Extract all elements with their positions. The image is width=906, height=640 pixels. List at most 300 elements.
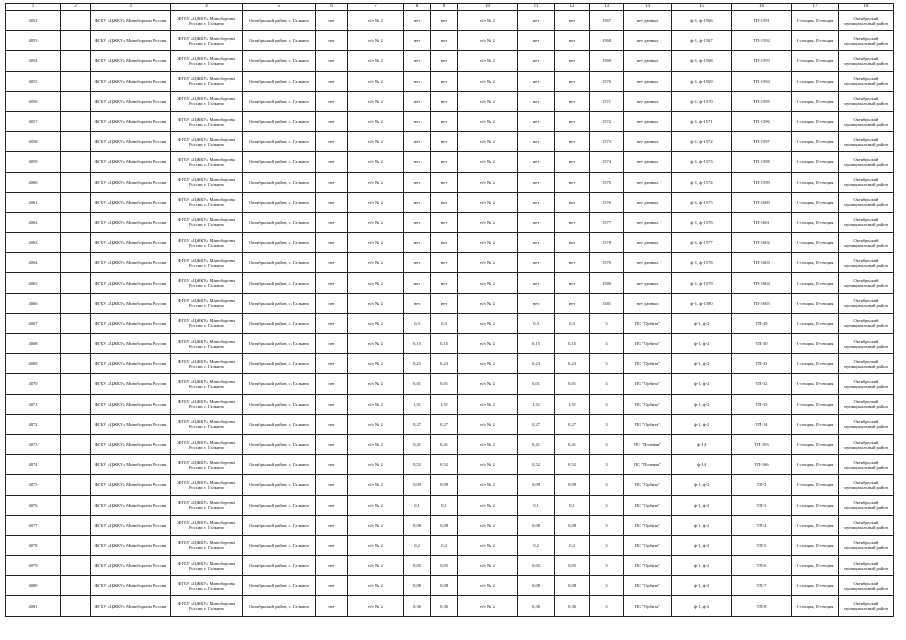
cell-col-17: 1-секция, II-секция — [792, 91, 839, 111]
cell-col-11: 0,52 — [518, 455, 555, 475]
cell-col-1: 4064 — [6, 253, 61, 273]
cell-col-2 — [61, 293, 91, 313]
cell-col-8: нет — [404, 293, 431, 313]
cell-col-1: 4054 — [6, 51, 61, 71]
table-row — [6, 253, 894, 273]
cell-col-12: нет — [555, 273, 590, 293]
cell-col-11: 0,36 — [518, 596, 555, 616]
cell-col-18: Октябрьский муниципальный район — [839, 596, 894, 616]
cell-col-18: Октябрьский муниципальный район — [839, 374, 894, 394]
cell-col-4: ФГБУ «ЦЖКУ» Минобороны России с. Галкино — [171, 434, 243, 454]
cell-col-1: 4073 — [6, 434, 61, 454]
cell-col-8: нет — [404, 192, 431, 212]
cell-col-18: Октябрьский муниципальный район — [839, 253, 894, 273]
cell-col-14: ПС "Орбита" — [624, 596, 672, 616]
cell-col-15: ф-1, ф-1579 — [672, 273, 732, 293]
cell-col-6: нет — [316, 31, 348, 51]
cell-col-12: нет — [555, 152, 590, 172]
cell-col-5: Октябрьский район, с. Галкино — [243, 394, 316, 414]
cell-col-15: ф-1, ф-2 — [672, 414, 732, 434]
cell-col-3: ФГБУ «ЦЖКУ» Минобороны России — [91, 495, 171, 515]
cell-col-17: 1-секция, II-секция — [792, 596, 839, 616]
cell-col-16: ТП-1602 — [732, 233, 792, 253]
cell-col-7: н/т № 2 — [348, 354, 404, 374]
cell-col-10: н/т № 2 — [458, 71, 518, 91]
cell-col-11: нет — [518, 11, 555, 31]
cell-col-4: ФГБУ «ЦЖКУ» Минобороны России с. Галкино — [171, 354, 243, 374]
cell-col-2 — [61, 414, 91, 434]
cell-col-14: ПС "Полевая" — [624, 455, 672, 475]
cell-col-6: нет — [316, 172, 348, 192]
cell-col-11: нет — [518, 273, 555, 293]
cell-col-5: Октябрьский район, с. Галкино — [243, 132, 316, 152]
table-row — [6, 293, 894, 313]
cell-col-3: ФГБУ «ЦЖКУ» Минобороны России — [91, 535, 171, 555]
cell-col-9: 0,09 — [431, 475, 458, 495]
cell-col-13: 1573 — [590, 132, 624, 152]
cell-col-4: ФГБУ «ЦЖКУ» Минобороны России с. Галкино — [171, 91, 243, 111]
cell-col-5: Октябрьский район, с. Галкино — [243, 535, 316, 555]
table-row — [6, 31, 894, 51]
cell-col-9: 0,2 — [431, 535, 458, 555]
cell-col-4: ФГБУ «ЦЖКУ» Минобороны России с. Галкино — [171, 495, 243, 515]
cell-col-4: ФГБУ «ЦЖКУ» Минобороны России с. Галкино — [171, 172, 243, 192]
cell-col-12: нет — [555, 11, 590, 31]
cell-col-17: 1-секция, II-секция — [792, 132, 839, 152]
cell-col-5: Октябрьский район, с. Галкино — [243, 596, 316, 616]
cell-col-6: нет — [316, 515, 348, 535]
cell-col-15: ф-1, ф-1577 — [672, 233, 732, 253]
cell-col-16: ТП-14 — [732, 414, 792, 434]
cell-col-10: н/т № 2 — [458, 273, 518, 293]
cell-col-3: ФГБУ «ЦЖКУ» Минобороны России — [91, 434, 171, 454]
cell-col-13: 3 — [590, 374, 624, 394]
cell-col-17: 1-секция, II-секция — [792, 11, 839, 31]
cell-col-14: нет данных — [624, 192, 672, 212]
cell-col-13: 3 — [590, 455, 624, 475]
cell-col-14: нет данных — [624, 233, 672, 253]
cell-col-2 — [61, 313, 91, 333]
cell-col-6: нет — [316, 596, 348, 616]
cell-col-15: ф-1, ф-1569 — [672, 71, 732, 91]
cell-col-5: Октябрьский район, с. Галкино — [243, 576, 316, 596]
cell-col-15: ф-1, ф-2 — [672, 394, 732, 414]
cell-col-1: 4071 — [6, 394, 61, 414]
cell-col-12: 0,09 — [555, 475, 590, 495]
cell-col-5: Октябрьский район, с. Галкино — [243, 434, 316, 454]
cell-col-17: 1-секция, II-секция — [792, 111, 839, 131]
cell-col-6: нет — [316, 51, 348, 71]
cell-col-16: ТП-31 — [732, 354, 792, 374]
cell-col-18: Октябрьский муниципальный район — [839, 334, 894, 354]
cell-col-13: 3 — [590, 596, 624, 616]
cell-col-15: ф-1, ф-2 — [672, 596, 732, 616]
cell-col-12: 0,15 — [555, 334, 590, 354]
cell-col-3: ФГБУ «ЦЖКУ» Минобороны России — [91, 576, 171, 596]
column-number-17: 17 — [792, 4, 839, 11]
cell-col-15: ф-1, ф-1573 — [672, 152, 732, 172]
cell-col-17: 1-секция, II-секция — [792, 71, 839, 91]
cell-col-1: 4069 — [6, 354, 61, 374]
cell-col-16: ТП-1593 — [732, 51, 792, 71]
cell-col-18: Октябрьский муниципальный район — [839, 434, 894, 454]
cell-col-1: 4059 — [6, 152, 61, 172]
cell-col-13: 3 — [590, 576, 624, 596]
cell-col-16: ТП-1596 — [732, 111, 792, 131]
cell-col-10: н/т № 2 — [458, 334, 518, 354]
cell-col-18: Октябрьский муниципальный район — [839, 31, 894, 51]
cell-col-13: 3 — [590, 334, 624, 354]
cell-col-7: н/т № 2 — [348, 31, 404, 51]
cell-col-8: нет — [404, 71, 431, 91]
column-number-6: 6 — [316, 4, 348, 11]
cell-col-4: ФГБУ «ЦЖКУ» Минобороны России с. Галкино — [171, 394, 243, 414]
cell-col-18: Октябрьский муниципальный район — [839, 273, 894, 293]
cell-col-1: 4070 — [6, 374, 61, 394]
cell-col-3: ФГБУ «ЦЖКУ» Минобороны России — [91, 132, 171, 152]
cell-col-8: 0,08 — [404, 576, 431, 596]
cell-col-18: Октябрьский муниципальный район — [839, 132, 894, 152]
table-row — [6, 495, 894, 515]
cell-col-10: н/т № 2 — [458, 233, 518, 253]
cell-col-6: нет — [316, 495, 348, 515]
cell-col-8: 0,52 — [404, 455, 431, 475]
cell-col-5: Октябрьский район, с. Галкино — [243, 152, 316, 172]
cell-col-17: 1-секция, II-секция — [792, 475, 839, 495]
cell-col-16: ТП-30 — [732, 334, 792, 354]
table-row — [6, 455, 894, 475]
cell-col-10: н/т № 2 — [458, 111, 518, 131]
cell-col-10: н/т № 2 — [458, 192, 518, 212]
cell-col-9: 0,08 — [431, 576, 458, 596]
cell-col-8: 0,15 — [404, 334, 431, 354]
cell-col-11: 0,23 — [518, 354, 555, 374]
cell-col-2 — [61, 556, 91, 576]
cell-col-11: 0,09 — [518, 475, 555, 495]
cell-col-18: Октябрьский муниципальный район — [839, 152, 894, 172]
cell-col-16: ТП-3 — [732, 495, 792, 515]
cell-col-7: н/т № 2 — [348, 313, 404, 333]
cell-col-5: Октябрьский район, с. Галкино — [243, 495, 316, 515]
cell-col-2 — [61, 515, 91, 535]
cell-col-10: н/т № 2 — [458, 495, 518, 515]
cell-col-1: 4052 — [6, 11, 61, 31]
cell-col-18: Октябрьский муниципальный район — [839, 91, 894, 111]
table-row — [6, 11, 894, 31]
cell-col-14: нет данных — [624, 132, 672, 152]
cell-col-1: 4063 — [6, 233, 61, 253]
table-row — [6, 172, 894, 192]
cell-col-12: 0,05 — [555, 556, 590, 576]
table-row — [6, 475, 894, 495]
cell-col-5: Октябрьский район, с. Галкино — [243, 515, 316, 535]
cell-col-18: Октябрьский муниципальный район — [839, 172, 894, 192]
cell-col-10: н/т № 2 — [458, 576, 518, 596]
cell-col-7: н/т № 2 — [348, 495, 404, 515]
cell-col-5: Октябрьский район, с. Галкино — [243, 253, 316, 273]
cell-col-11: 0,08 — [518, 515, 555, 535]
cell-col-15: ф-1, ф-2 — [672, 334, 732, 354]
cell-col-4: ФГБУ «ЦЖКУ» Минобороны России с. Галкино — [171, 293, 243, 313]
cell-col-15: ф-1, ф-2 — [672, 535, 732, 555]
cell-col-1: 4060 — [6, 172, 61, 192]
cell-col-12: 0,1 — [555, 495, 590, 515]
cell-col-13: 1578 — [590, 233, 624, 253]
cell-col-7: н/т № 2 — [348, 455, 404, 475]
cell-col-17: 1-секция, II-секция — [792, 434, 839, 454]
cell-col-2 — [61, 334, 91, 354]
cell-col-6: нет — [316, 152, 348, 172]
cell-col-15: ф-1, ф-1568 — [672, 51, 732, 71]
cell-col-11: 0,15 — [518, 334, 555, 354]
cell-col-3: ФГБУ «ЦЖКУ» Минобороны России — [91, 374, 171, 394]
cell-col-18: Октябрьский муниципальный район — [839, 233, 894, 253]
cell-col-14: нет данных — [624, 212, 672, 232]
cell-col-14: ПС "Орбита" — [624, 414, 672, 434]
cell-col-6: нет — [316, 414, 348, 434]
cell-col-3: ФГБУ «ЦЖКУ» Минобороны России — [91, 212, 171, 232]
cell-col-4: ФГБУ «ЦЖКУ» Минобороны России с. Галкино — [171, 556, 243, 576]
cell-col-5: Октябрьский район, с. Галкино — [243, 91, 316, 111]
cell-col-1: 4077 — [6, 515, 61, 535]
cell-col-18: Октябрьский муниципальный район — [839, 576, 894, 596]
cell-col-16: ТП-6 — [732, 556, 792, 576]
cell-col-12: нет — [555, 253, 590, 273]
cell-col-7: н/т № 2 — [348, 576, 404, 596]
cell-col-10: н/т № 2 — [458, 354, 518, 374]
cell-col-18: Октябрьский муниципальный район — [839, 212, 894, 232]
cell-col-17: 1-секция, II-секция — [792, 253, 839, 273]
cell-col-7: н/т № 2 — [348, 596, 404, 616]
cell-col-1: 4072 — [6, 414, 61, 434]
cell-col-16: ТП-8 — [732, 596, 792, 616]
table-row — [6, 515, 894, 535]
cell-col-10: н/т № 2 — [458, 515, 518, 535]
cell-col-1: 4053 — [6, 31, 61, 51]
cell-col-3: ФГБУ «ЦЖКУ» Минобороны России — [91, 334, 171, 354]
cell-col-14: ПС "Орбита" — [624, 334, 672, 354]
column-number-11: 11 — [518, 4, 555, 11]
cell-col-6: нет — [316, 192, 348, 212]
cell-col-4: ФГБУ «ЦЖКУ» Минобороны России с. Галкино — [171, 111, 243, 131]
cell-col-8: 0,36 — [404, 596, 431, 616]
cell-col-4: ФГБУ «ЦЖКУ» Минобороны России с. Галкино — [171, 152, 243, 172]
table-row — [6, 374, 894, 394]
cell-col-8: 0,27 — [404, 414, 431, 434]
cell-col-17: 1-секция, II-секция — [792, 515, 839, 535]
cell-col-18: Октябрьский муниципальный район — [839, 394, 894, 414]
cell-col-13: 3 — [590, 354, 624, 374]
cell-col-13: 1580 — [590, 273, 624, 293]
cell-col-12: 0,52 — [555, 455, 590, 475]
cell-col-10: н/т № 2 — [458, 91, 518, 111]
cell-col-2 — [61, 455, 91, 475]
cell-col-5: Октябрьский район, с. Галкино — [243, 233, 316, 253]
table-row — [6, 91, 894, 111]
cell-col-9: нет — [431, 293, 458, 313]
cell-col-7: н/т № 2 — [348, 51, 404, 71]
cell-col-13: 1569 — [590, 51, 624, 71]
cell-col-17: 1-секция, II-секция — [792, 212, 839, 232]
cell-col-7: н/т № 2 — [348, 91, 404, 111]
cell-col-18: Октябрьский муниципальный район — [839, 455, 894, 475]
cell-col-3: ФГБУ «ЦЖКУ» Минобороны России — [91, 273, 171, 293]
cell-col-8: нет — [404, 172, 431, 192]
cell-col-1: 4065 — [6, 273, 61, 293]
cell-col-10: н/т № 2 — [458, 374, 518, 394]
cell-col-7: н/т № 2 — [348, 71, 404, 91]
cell-col-9: 0,3 — [431, 313, 458, 333]
cell-col-5: Октябрьский район, с. Галкино — [243, 414, 316, 434]
column-number-3: 3 — [91, 4, 171, 11]
cell-col-10: н/т № 2 — [458, 132, 518, 152]
cell-col-4: ФГБУ «ЦЖКУ» Минобороны России с. Галкино — [171, 253, 243, 273]
cell-col-12: нет — [555, 293, 590, 313]
cell-col-15: ф-1, ф-2 — [672, 354, 732, 374]
cell-col-13: 1572 — [590, 111, 624, 131]
cell-col-6: нет — [316, 475, 348, 495]
cell-col-9: 0,36 — [431, 596, 458, 616]
cell-col-11: 1,51 — [518, 394, 555, 414]
column-number-13: 13 — [590, 4, 624, 11]
cell-col-8: 0,01 — [404, 374, 431, 394]
cell-col-5: Октябрьский район, с. Галкино — [243, 31, 316, 51]
cell-col-13: 3 — [590, 495, 624, 515]
cell-col-3: ФГБУ «ЦЖКУ» Минобороны России — [91, 192, 171, 212]
cell-col-16: ТП-32 — [732, 374, 792, 394]
cell-col-17: 1-секция, II-секция — [792, 233, 839, 253]
cell-col-9: 0,52 — [431, 455, 458, 475]
cell-col-18: Октябрьский муниципальный район — [839, 111, 894, 131]
cell-col-17: 1-секция, II-секция — [792, 31, 839, 51]
column-number-18: 18 — [839, 4, 894, 11]
cell-col-2 — [61, 152, 91, 172]
cell-col-4: ФГБУ «ЦЖКУ» Минобороны России с. Галкино — [171, 132, 243, 152]
cell-col-8: нет — [404, 31, 431, 51]
cell-col-17: 1-секция, II-секция — [792, 172, 839, 192]
cell-col-12: нет — [555, 71, 590, 91]
cell-col-1: 4061 — [6, 192, 61, 212]
cell-col-5: Октябрьский район, с. Галкино — [243, 313, 316, 333]
cell-col-9: нет — [431, 212, 458, 232]
cell-col-12: 0,3 — [555, 313, 590, 333]
cell-col-3: ФГБУ «ЦЖКУ» Минобороны России — [91, 91, 171, 111]
cell-col-6: нет — [316, 11, 348, 31]
cell-col-5: Октябрьский район, с. Галкино — [243, 172, 316, 192]
cell-col-10: н/т № 2 — [458, 434, 518, 454]
cell-col-9: 0,27 — [431, 414, 458, 434]
cell-col-9: нет — [431, 51, 458, 71]
column-number-9: 9 — [431, 4, 458, 11]
cell-col-13: 1579 — [590, 253, 624, 273]
cell-col-12: 0,2 — [555, 535, 590, 555]
cell-col-7: н/т № 2 — [348, 334, 404, 354]
cell-col-10: н/т № 2 — [458, 51, 518, 71]
cell-col-1: 4057 — [6, 111, 61, 131]
cell-col-6: нет — [316, 132, 348, 152]
cell-col-7: н/т № 2 — [348, 535, 404, 555]
cell-col-3: ФГБУ «ЦЖКУ» Минобороны России — [91, 71, 171, 91]
cell-col-1: 4079 — [6, 556, 61, 576]
column-number-14: 14 — [624, 4, 672, 11]
cell-col-2 — [61, 596, 91, 616]
cell-col-15: ф-1, ф-1572 — [672, 132, 732, 152]
cell-col-8: нет — [404, 253, 431, 273]
cell-col-1: 4067 — [6, 313, 61, 333]
cell-col-16: ТП-33 — [732, 394, 792, 414]
cell-col-14: ПС "Орбита" — [624, 475, 672, 495]
cell-col-11: 0,05 — [518, 556, 555, 576]
cell-col-14: нет данных — [624, 152, 672, 172]
table-row — [6, 212, 894, 232]
cell-col-14: ПС "Орбита" — [624, 535, 672, 555]
cell-col-11: 0,3 — [518, 313, 555, 333]
column-number-10: 10 — [458, 4, 518, 11]
cell-col-16: ТП-7 — [732, 576, 792, 596]
cell-col-13: 1571 — [590, 91, 624, 111]
cell-col-16: ТП-1603 — [732, 253, 792, 273]
column-number-7: 7 — [348, 4, 404, 11]
cell-col-12: 0,27 — [555, 414, 590, 434]
cell-col-2 — [61, 132, 91, 152]
cell-col-15: ф-1, ф-2 — [672, 475, 732, 495]
cell-col-13: 1575 — [590, 172, 624, 192]
cell-col-9: 0,23 — [431, 354, 458, 374]
cell-col-15: ф-1, ф-1574 — [672, 172, 732, 192]
cell-col-13: 3 — [590, 556, 624, 576]
cell-col-3: ФГБУ «ЦЖКУ» Минобороны России — [91, 111, 171, 131]
cell-col-8: нет — [404, 91, 431, 111]
cell-col-6: нет — [316, 313, 348, 333]
cell-col-4: ФГБУ «ЦЖКУ» Минобороны России с. Галкино — [171, 455, 243, 475]
cell-col-13: 3 — [590, 414, 624, 434]
cell-col-1: 4074 — [6, 455, 61, 475]
cell-col-5: Октябрьский район, с. Галкино — [243, 475, 316, 495]
cell-col-6: нет — [316, 212, 348, 232]
cell-col-4: ФГБУ «ЦЖКУ» Минобороны России с. Галкино — [171, 535, 243, 555]
cell-col-17: 1-секция, II-секция — [792, 556, 839, 576]
cell-col-15: ф-1, ф-1575 — [672, 192, 732, 212]
cell-col-16: ТП-1598 — [732, 152, 792, 172]
cell-col-11: нет — [518, 152, 555, 172]
cell-col-12: нет — [555, 31, 590, 51]
table-row — [6, 273, 894, 293]
cell-col-6: нет — [316, 535, 348, 555]
cell-col-9: 0,41 — [431, 434, 458, 454]
cell-col-7: н/т № 2 — [348, 253, 404, 273]
cell-col-5: Октябрьский район, с. Галкино — [243, 455, 316, 475]
cell-col-12: нет — [555, 132, 590, 152]
cell-col-8: нет — [404, 11, 431, 31]
cell-col-3: ФГБУ «ЦЖКУ» Минобороны России — [91, 596, 171, 616]
cell-col-11: нет — [518, 192, 555, 212]
cell-col-6: нет — [316, 394, 348, 414]
cell-col-14: нет данных — [624, 51, 672, 71]
cell-col-5: Октябрьский район, с. Галкино — [243, 111, 316, 131]
table-row — [6, 192, 894, 212]
cell-col-17: 1-секция, II-секция — [792, 495, 839, 515]
cell-col-15: ф-1, ф-2 — [672, 515, 732, 535]
cell-col-10: н/т № 2 — [458, 455, 518, 475]
registry-table — [5, 3, 894, 617]
cell-col-12: нет — [555, 212, 590, 232]
cell-col-4: ФГБУ «ЦЖКУ» Минобороны России с. Галкино — [171, 51, 243, 71]
cell-col-14: нет данных — [624, 71, 672, 91]
cell-col-18: Октябрьский муниципальный район — [839, 535, 894, 555]
cell-col-8: нет — [404, 132, 431, 152]
cell-col-13: 3 — [590, 313, 624, 333]
cell-col-10: н/т № 2 — [458, 414, 518, 434]
